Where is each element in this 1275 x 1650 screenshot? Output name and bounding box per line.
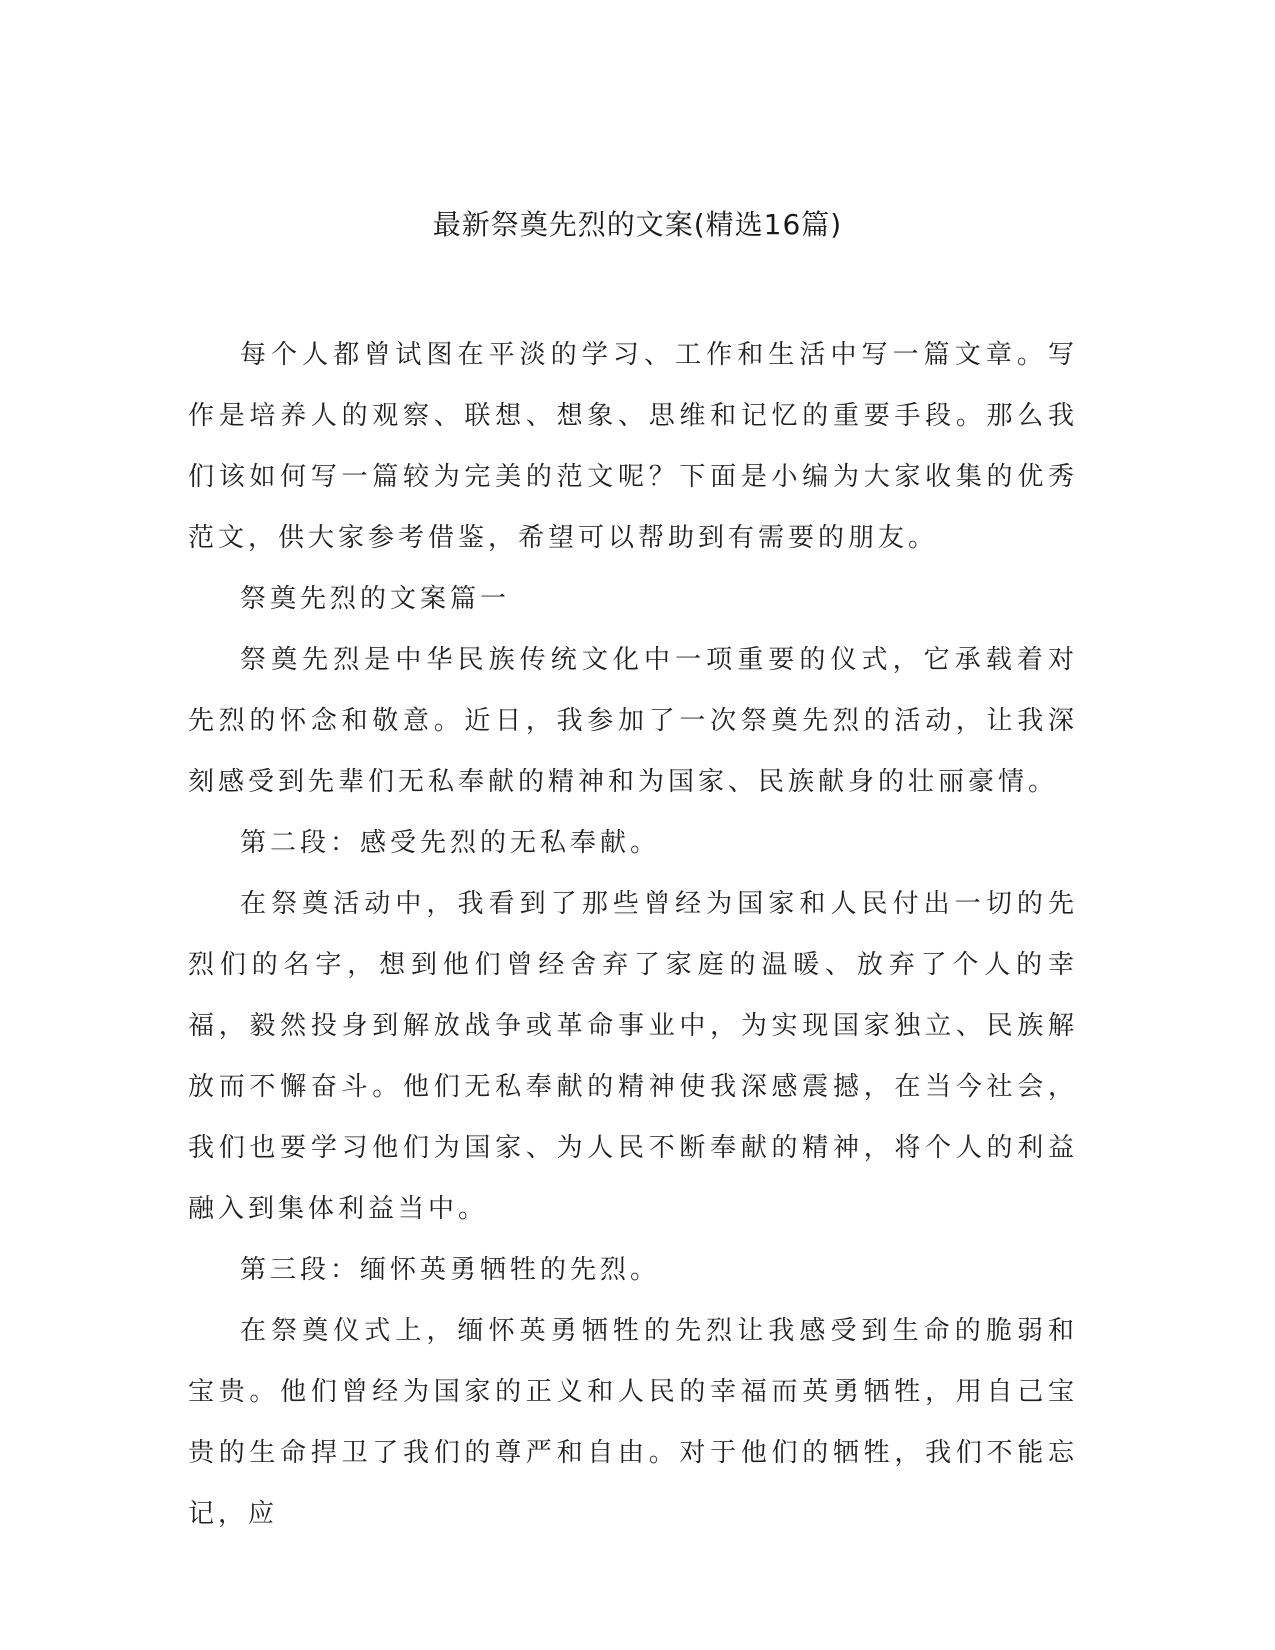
document-body bbox=[188, 325, 1078, 1545]
body-paragraph: 祭奠先烈是中华民族传统文化中一项重要的仪式，它承载着对先烈的怀念和敬意。近日，我参加了一次祭奠先烈的活动，让我深刻感受到先辈们无私奉献的精神和为国家、民族献身的壮丽豪情。 bbox=[188, 645, 1078, 797]
intro-paragraph: 每个人都曾试图在平淡的学习、工作和生活中写一篇文章。写作是培养人的观察、联想、想象、思维和记忆的重要手段。那么我们该如何写一篇较为完美的范文呢？下面是小编为大家收集的优秀范文，供大家参考借鉴，希望可以帮助到有需要的朋友。 bbox=[188, 340, 1078, 553]
section-heading-3: 第三段：缅怀英勇牺牲的先烈。 bbox=[240, 1255, 661, 1285]
body-paragraph: 在祭奠活动中，我看到了那些曾经为国家和人民付出一切的先烈们的名字，想到他们曾经舍弃了家庭的温暖、放弃了个人的幸福，毅然投身到解放战争或革命事业中，为实现国家独立、民族解放而不懈奋斗。他们无私奉献的精神使我深感震撼，在当今社会，我们也要学习他们为国家、为人民不断奉献的精神，将个人的利益融入到集体利益当中。 bbox=[188, 889, 1078, 1224]
section-heading-1: 祭奠先烈的文案篇一 bbox=[240, 584, 511, 614]
section-heading-2: 第二段：感受先烈的无私奉献。 bbox=[240, 828, 661, 858]
body-paragraph: 在祭奠仪式上，缅怀英勇牺牲的先烈让我感受到生命的脆弱和宝贵。他们曾经为国家的正义和人民的幸福而英勇牺牲，用自己宝贵的生命捍卫了我们的尊严和自由。对于他们的牺牲，我们不能忘记，应 bbox=[188, 1316, 1078, 1529]
document-title: 最新祭奠先烈的文案(精选16篇) bbox=[432, 208, 843, 241]
